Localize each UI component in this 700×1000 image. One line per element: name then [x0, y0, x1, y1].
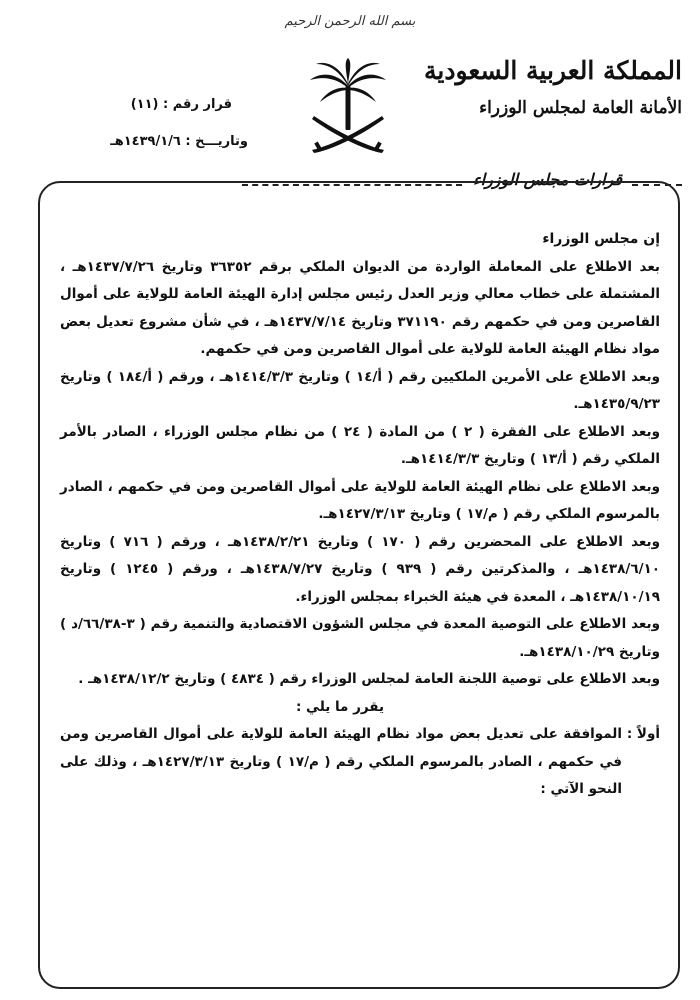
paragraph: وبعد الاطلاع على المحضرين رقم ( ١٧٠ ) وتاريخ ١٤٣٨/٢/٢١هـ ، ورقم ( ٧١٦ ) وتاريخ ١٤٣٨/٦/١٠هـ ، والمذكرتين رقم ( ٩٣٩ ) وتاريخ ١٤٣٨/٧/٢٧هـ ، ورقم ( ١٢٤٥ ) وتاريخ ١٤٣٨/١٠/١٩هـ ، المعدة في هيئة الخبراء بمجلس الوزراء. [60, 533, 660, 605]
first-clause-text: الموافقة على تعديل بعض مواد نظام الهيئة العامة للولاية على أموال القاصرين ومن في حكمهم ، الصادر بالمرسوم الملكي رقم ( م/١٧ ) وتاريخ ١٤٢٧/٣/١٣هـ ، وذلك على النحو الآتي : [60, 726, 622, 797]
first-clause [60, 721, 660, 804]
decision-body [60, 226, 660, 804]
decides-heading: يقرر ما يلي : [295, 698, 385, 715]
paragraph: بعد الاطلاع على المعاملة الواردة من الديوان الملكي برقم ٣٦٣٥٢ وتاريخ ١٤٣٧/٧/٢٦هـ ، المشتملة على خطاب معالي وزير العدل رئيس مجلس إدارة الهيئة العامة للولاية على أموال القاصرين ومن في حكمهم رقم ٣٧١١٩٠ وتاريخ ١٤٣٧/٧/١٤هـ ، في شأن مشروع تعديل بعض مواد نظام الهيئة العامة للولاية على أموال القاصرين ومن في حكمهم. [60, 258, 661, 357]
paragraph: وبعد الاطلاع على نظام الهيئة العامة للولاية على أموال القاصرين ومن في حكمهم ، الصادر بالمرسوم الملكي رقم ( م/١٧ ) وتاريخ ١٤٢٧/٣/١٣هـ. [60, 478, 660, 522]
decision-date: وتاريـــخ : ١٤٣٩/١/٦هـ [110, 134, 248, 149]
palm-and-crossed-swords-icon [306, 58, 390, 154]
first-clause-label: أولاً : [626, 726, 660, 742]
paragraph: وبعد الاطلاع على الفقرة ( ٢ ) من المادة ( ٢٤ ) من نظام مجلس الوزراء ، الصادر بالأمر الملكي رقم ( أ/١٣ ) وتاريخ ١٤١٤/٣/٣هـ. [60, 423, 661, 467]
opening-line: إن مجلس الوزراء [542, 231, 660, 247]
secretariat-title: الأمانة العامة لمجلس الوزراء [479, 98, 682, 118]
paragraph: وبعد الاطلاع على الأمرين الملكيين رقم ( أ/١٤ ) وتاريخ ١٤١٤/٣/٣هـ ، ورقم ( أ/١٨٤ ) وتاريخ ١٤٣٥/٩/٢٣هـ. [60, 368, 661, 412]
decision-number: قرار رقم : (١١) [130, 97, 232, 112]
paragraph: وبعد الاطلاع على التوصية المعدة في مجلس الشؤون الاقتصادية والتنمية رقم ( ٣-٦٦/٣٨/د ) وتاريخ ١٤٣٨/١٠/٢٩هـ. [60, 616, 660, 660]
kingdom-title: المملكة العربية السعودية [423, 56, 682, 85]
paragraph: وبعد الاطلاع على توصية اللجنة العامة لمجلس الوزراء رقم ( ٤٨٣٤ ) وتاريخ ١٤٣٨/١٢/٢هـ . [78, 671, 660, 687]
decisions-label: قرارات مجلس الوزراء [473, 170, 622, 189]
basmala: بسم الله الرحمن الرحيم [284, 14, 416, 29]
